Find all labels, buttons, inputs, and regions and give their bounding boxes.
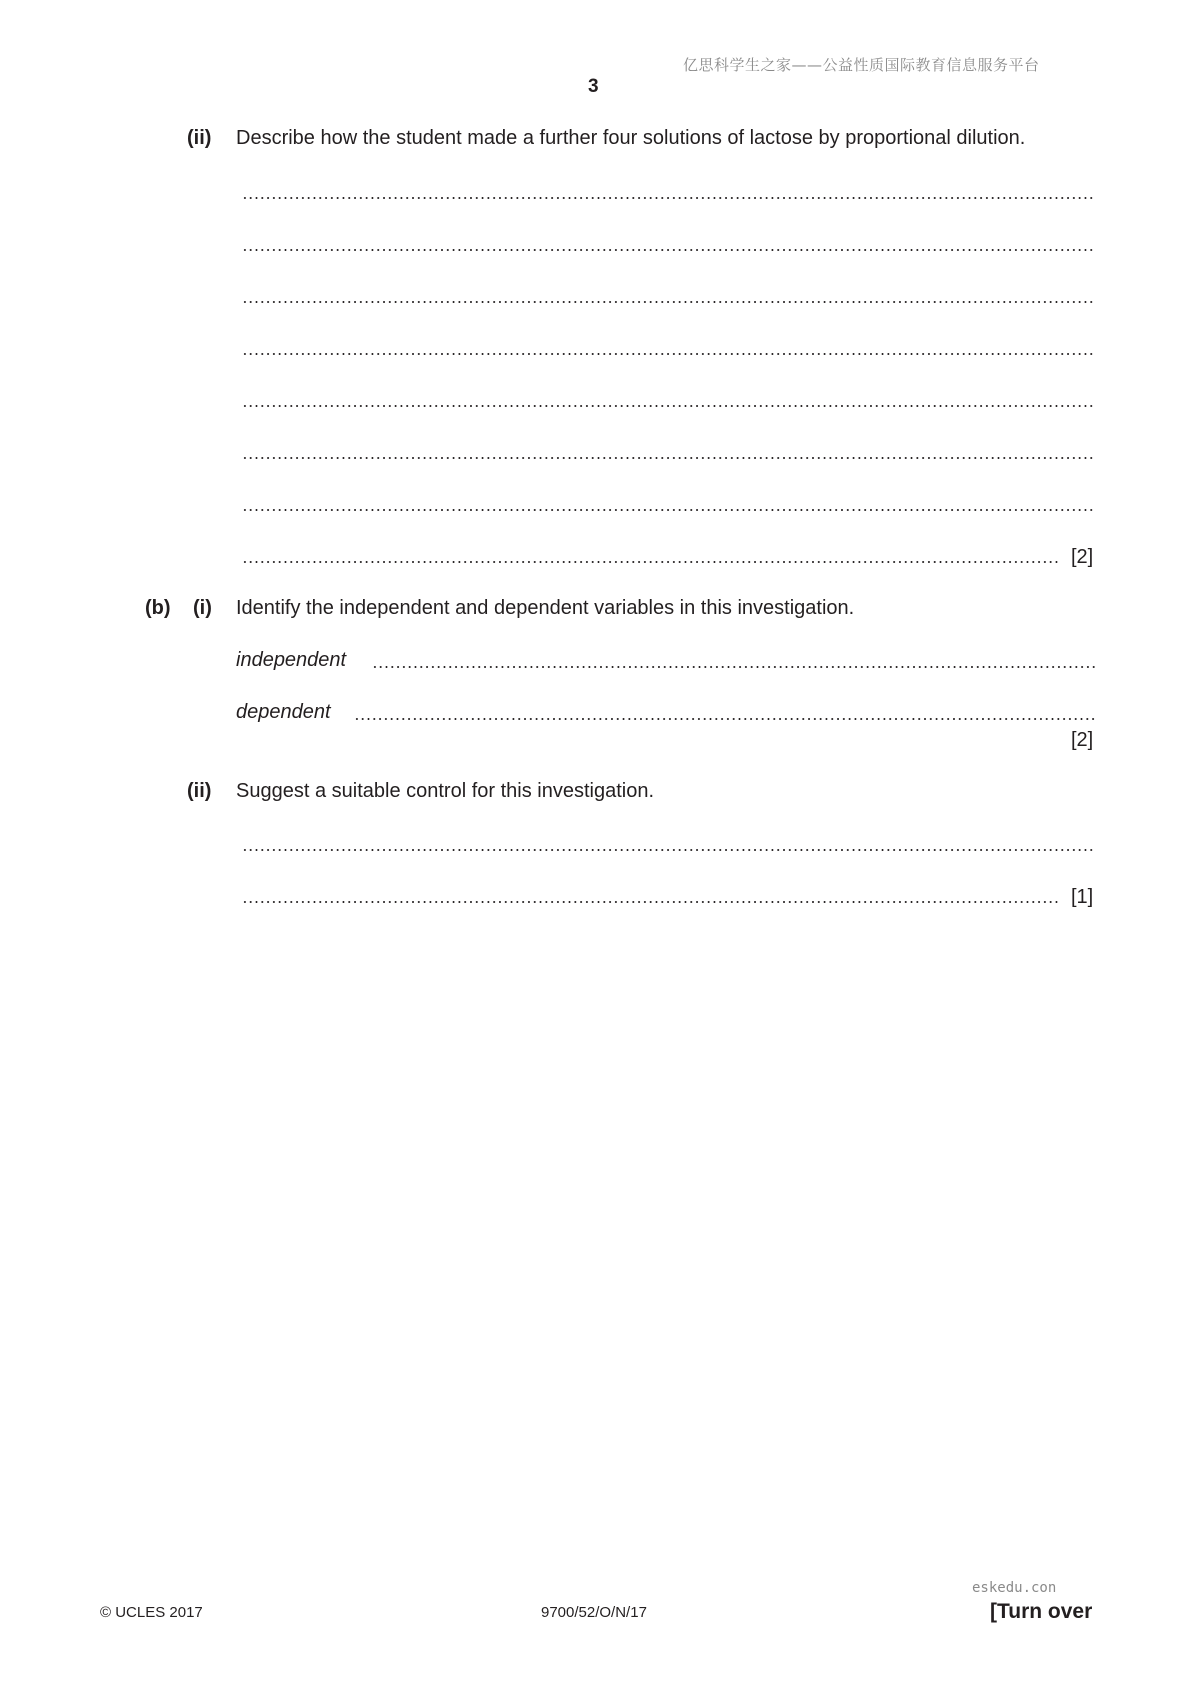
independent-label: independent	[236, 649, 347, 671]
question-b-ii-label: (ii)	[187, 780, 212, 802]
answer-line-a-ii-7[interactable]	[242, 509, 1095, 511]
question-b-ii-text: Suggest a suitable control for this investigation.	[236, 780, 655, 802]
answer-line-a-ii-8[interactable]	[242, 561, 1060, 563]
paper-code: 9700/52/O/N/17	[541, 1604, 647, 1621]
question-b-part-label: (b)	[145, 597, 171, 619]
dependent-label: dependent	[236, 701, 331, 723]
dependent-answer-line[interactable]	[354, 718, 1095, 720]
question-a-ii-label: (ii)	[187, 127, 212, 149]
mark-allocation-b-i: [2]	[1071, 729, 1094, 751]
answer-line-a-ii-4[interactable]	[242, 353, 1095, 355]
mark-allocation-a-ii: [2]	[1071, 546, 1094, 568]
question-b-i-label: (i)	[193, 597, 212, 619]
header-watermark: 亿思科学生之家——公益性质国际教育信息服务平台	[683, 56, 1040, 74]
answer-line-a-ii-1[interactable]	[242, 197, 1095, 199]
mark-allocation-b-ii: [1]	[1071, 886, 1094, 908]
answer-line-a-ii-3[interactable]	[242, 301, 1095, 303]
answer-line-b-ii-2[interactable]	[242, 901, 1060, 903]
answer-line-a-ii-6[interactable]	[242, 457, 1095, 459]
independent-answer-line[interactable]	[372, 666, 1095, 668]
site-watermark: eskedu.con	[972, 1580, 1057, 1596]
question-a-ii-text: Describe how the student made a further four solutions of lactose by proportional dilution.	[236, 127, 1026, 149]
page-number: 3	[588, 76, 599, 97]
answer-line-a-ii-5[interactable]	[242, 405, 1095, 407]
turn-over-label: [Turn over	[990, 1600, 1093, 1623]
answer-line-a-ii-2[interactable]	[242, 249, 1095, 251]
question-b-i-text: Identify the independent and dependent variables in this investigation.	[236, 597, 855, 619]
copyright-text: © UCLES 2017	[100, 1604, 203, 1621]
answer-line-b-ii-1[interactable]	[242, 849, 1095, 851]
